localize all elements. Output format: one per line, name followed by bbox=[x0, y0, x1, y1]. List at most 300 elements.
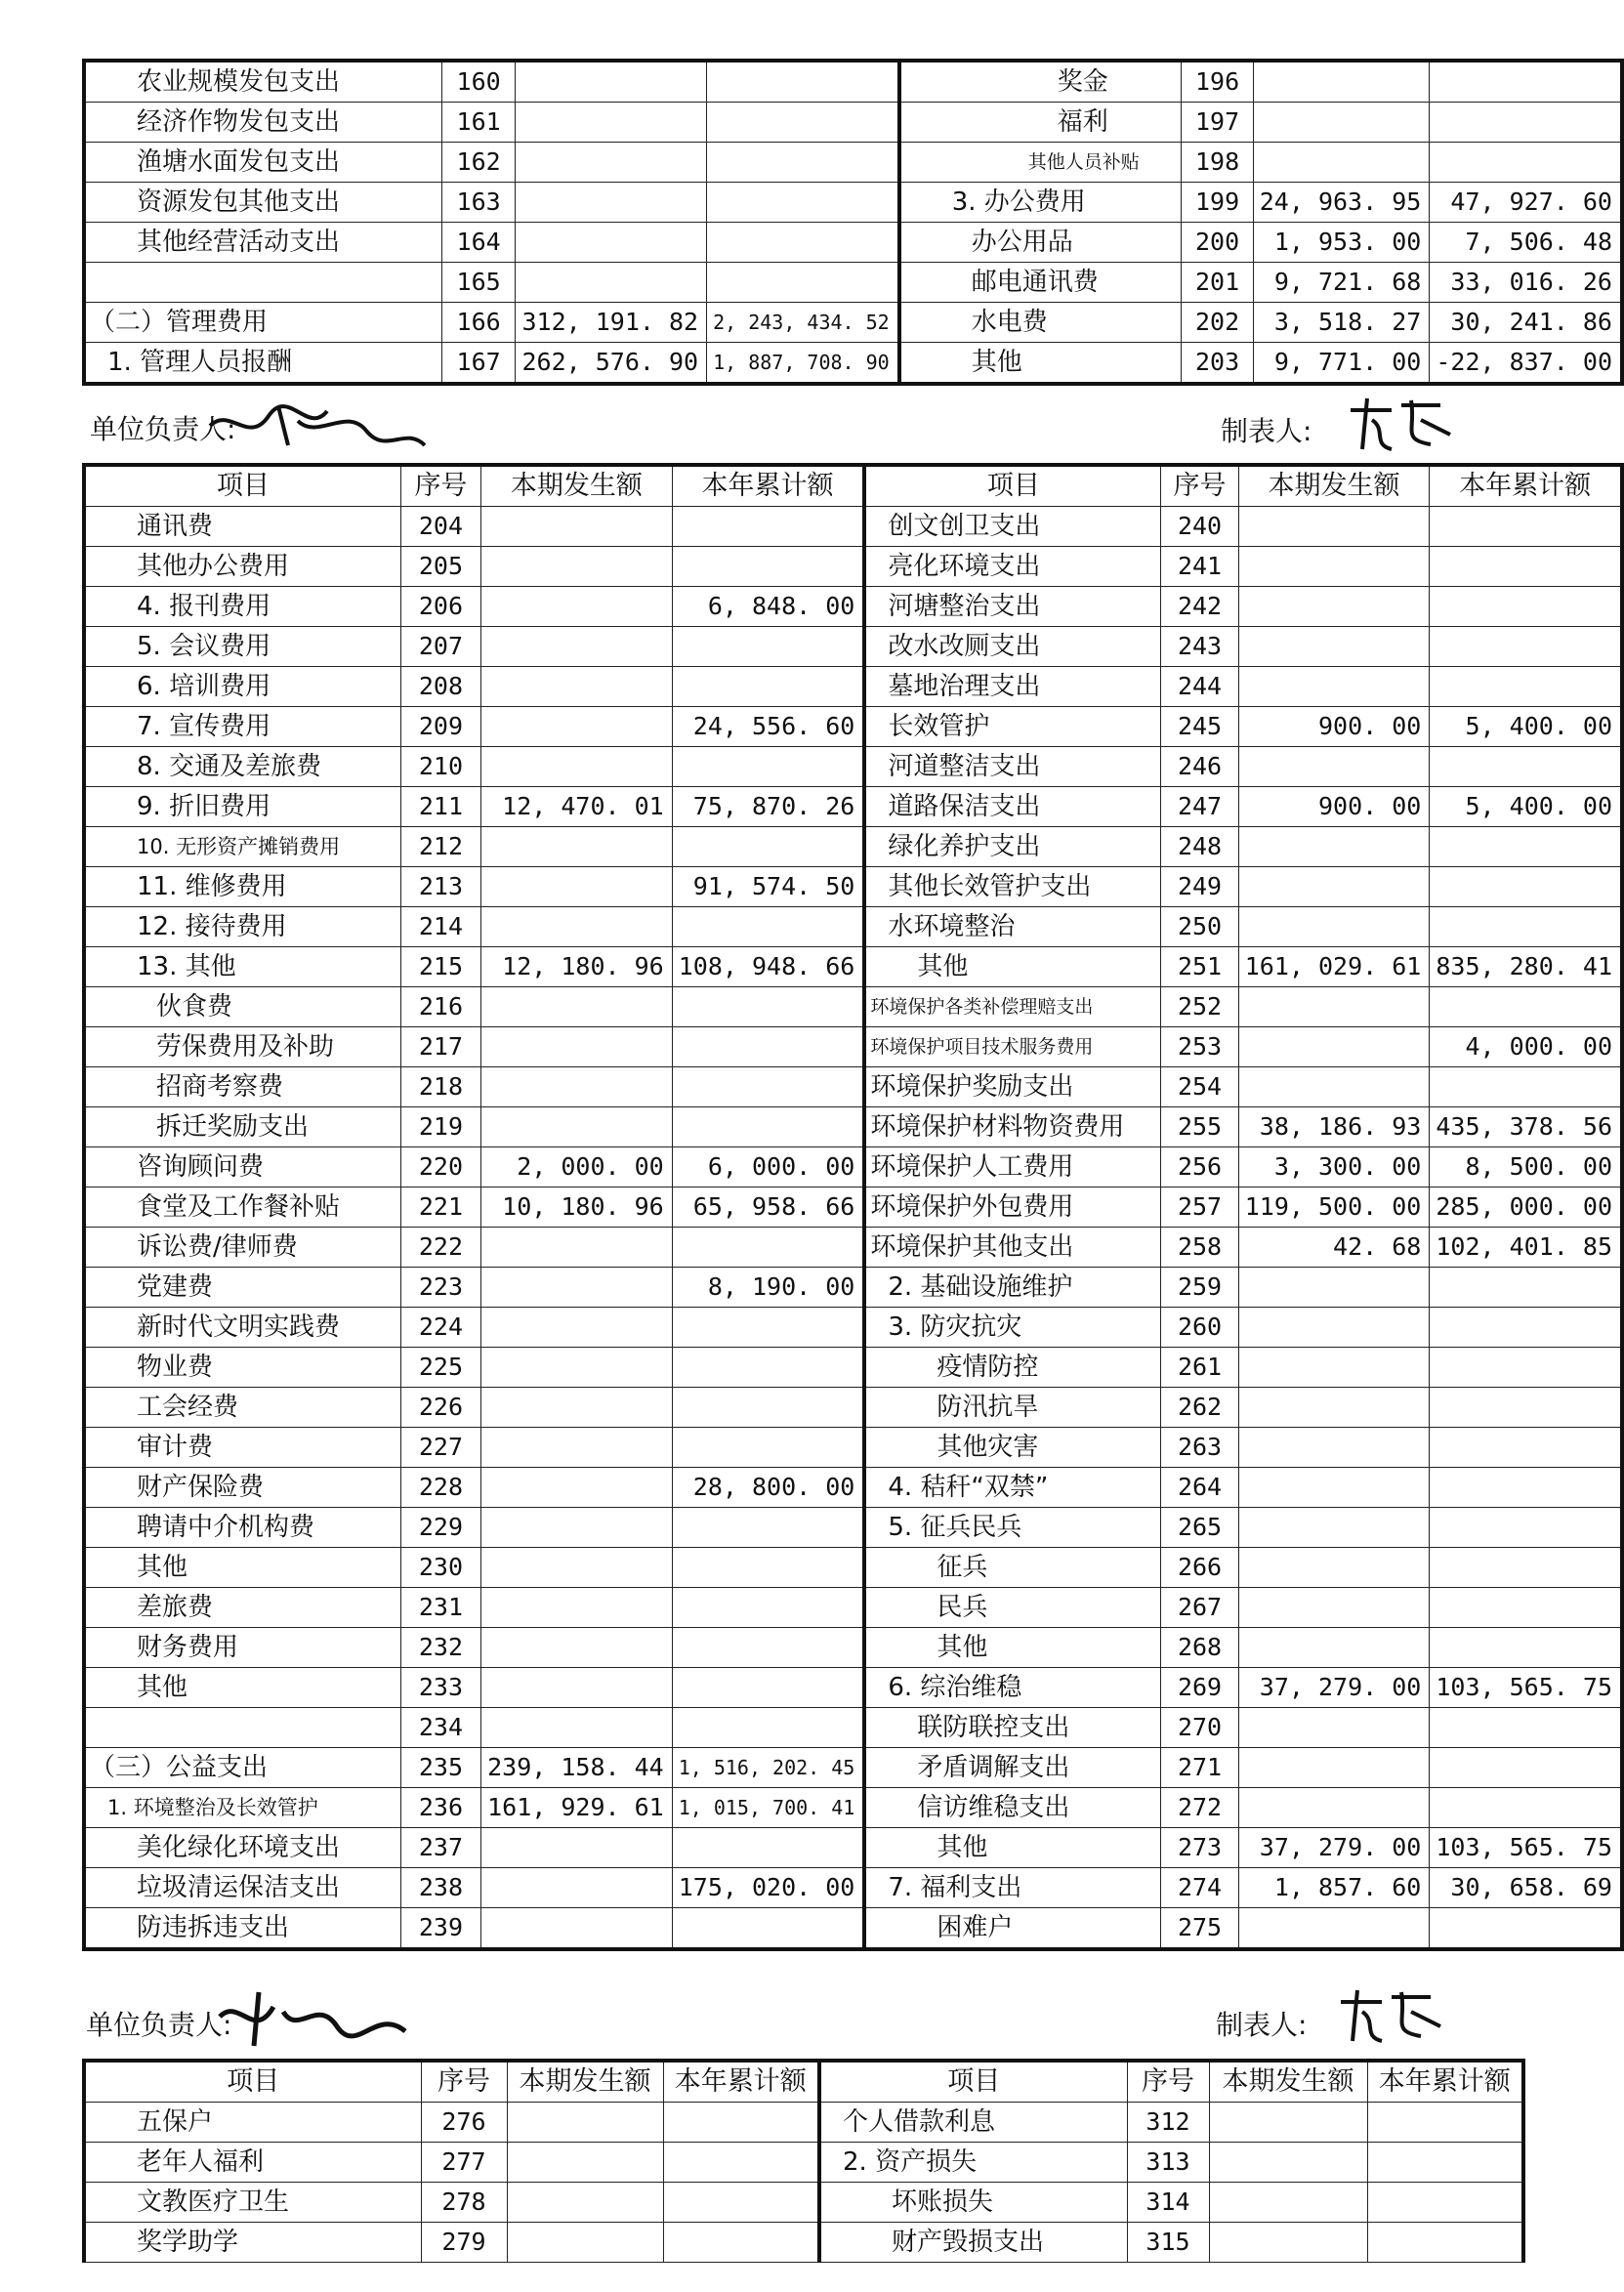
expense-table-part2 bbox=[82, 463, 1624, 1951]
cell-seq-left: 216 bbox=[400, 987, 480, 1027]
cell-ytd-left: 8, 190. 00 bbox=[672, 1268, 864, 1308]
cell-item-right: 信访维稳支出 bbox=[864, 1788, 1160, 1828]
cell-current-left bbox=[481, 627, 673, 667]
column-header: 本年累计额 bbox=[1367, 2061, 1523, 2103]
preparer-label-2: 制表人: bbox=[1216, 2009, 1308, 2041]
cell-seq-left: 218 bbox=[400, 1067, 480, 1107]
cell-ytd-left bbox=[672, 907, 864, 947]
cell-current-left bbox=[481, 667, 673, 707]
cell-current-left bbox=[481, 1588, 673, 1628]
cell-current-left bbox=[481, 1348, 673, 1388]
cell-item-right: 长效管护 bbox=[864, 707, 1160, 747]
cell-seq-left: 225 bbox=[400, 1348, 480, 1388]
cell-item-left: 垃圾清运保洁支出 bbox=[84, 1868, 400, 1908]
cell-item-left: 经济作物发包支出 bbox=[84, 103, 441, 143]
cell-ytd-left: 1, 516, 202. 45 bbox=[672, 1748, 864, 1788]
cell-item-right: 水环境整治 bbox=[864, 907, 1160, 947]
column-header: 本期发生额 bbox=[481, 465, 673, 507]
expense-table-part3 bbox=[82, 2059, 1525, 2263]
cell-seq-right: 263 bbox=[1161, 1428, 1238, 1468]
cell-current-right bbox=[1238, 1388, 1430, 1428]
cell-current-right bbox=[1253, 143, 1430, 183]
cell-seq-left: 213 bbox=[400, 867, 480, 907]
cell-item-left: 奖学助学 bbox=[84, 2223, 421, 2263]
cell-item-left bbox=[84, 1708, 400, 1748]
cell-current-left bbox=[516, 103, 707, 143]
cell-ytd-left bbox=[707, 61, 899, 103]
cell-ytd-right bbox=[1430, 667, 1622, 707]
cell-seq-left: 278 bbox=[421, 2183, 507, 2223]
cell-ytd-right: 30, 658. 69 bbox=[1430, 1868, 1622, 1908]
cell-ytd-left bbox=[672, 1067, 864, 1107]
cell-seq-left: 230 bbox=[400, 1548, 480, 1588]
cell-item-right: 环境保护项目技术服务费用 bbox=[864, 1027, 1160, 1067]
cell-seq-left: 219 bbox=[400, 1107, 480, 1147]
cell-current-left bbox=[481, 707, 673, 747]
cell-ytd-left bbox=[672, 827, 864, 867]
table-row bbox=[84, 1508, 1622, 1548]
table-row bbox=[84, 1067, 1622, 1107]
cell-item-left: 8. 交通及差旅费 bbox=[84, 747, 400, 787]
cell-ytd-right bbox=[1430, 1708, 1622, 1748]
cell-item-left: 工会经费 bbox=[84, 1388, 400, 1428]
cell-current-left bbox=[516, 263, 707, 303]
cell-current-right bbox=[1238, 1308, 1430, 1348]
cell-current-left bbox=[481, 1628, 673, 1668]
cell-ytd-left bbox=[672, 1708, 864, 1748]
column-header: 序号 bbox=[421, 2061, 507, 2103]
table-row bbox=[84, 827, 1622, 867]
cell-current-left bbox=[481, 747, 673, 787]
cell-ytd-left bbox=[672, 1828, 864, 1868]
cell-seq-right: 202 bbox=[1182, 303, 1253, 343]
cell-current-left bbox=[481, 547, 673, 587]
cell-current-left bbox=[481, 587, 673, 627]
cell-seq-left: 214 bbox=[400, 907, 480, 947]
cell-seq-left: 165 bbox=[441, 263, 516, 303]
cell-current-left bbox=[481, 1468, 673, 1508]
cell-ytd-right bbox=[1430, 1067, 1622, 1107]
cell-ytd-left bbox=[663, 2183, 819, 2223]
table-row bbox=[84, 587, 1622, 627]
cell-seq-left: 277 bbox=[421, 2143, 507, 2183]
cell-current-left: 312, 191. 82 bbox=[516, 303, 707, 343]
cell-current-right: 42. 68 bbox=[1238, 1228, 1430, 1268]
cell-item-left: 老年人福利 bbox=[84, 2143, 421, 2183]
column-header: 序号 bbox=[1127, 2061, 1209, 2103]
cell-seq-left: 220 bbox=[400, 1147, 480, 1188]
cell-ytd-left bbox=[672, 1908, 864, 1950]
cell-seq-left: 235 bbox=[400, 1748, 480, 1788]
cell-item-right: 河道整洁支出 bbox=[864, 747, 1160, 787]
table-row bbox=[84, 1908, 1622, 1950]
cell-item-right: 奖金 bbox=[899, 61, 1182, 103]
cell-seq-left: 215 bbox=[400, 947, 480, 987]
cell-ytd-right bbox=[1430, 907, 1622, 947]
cell-seq-right: 258 bbox=[1161, 1228, 1238, 1268]
cell-seq-left: 211 bbox=[400, 787, 480, 827]
cell-current-right: 37, 279. 00 bbox=[1238, 1668, 1430, 1708]
cell-ytd-right: 33, 016. 26 bbox=[1430, 263, 1622, 303]
cell-current-right bbox=[1209, 2183, 1367, 2223]
cell-current-right bbox=[1238, 827, 1430, 867]
table-row bbox=[84, 263, 1622, 303]
cell-item-left: 6. 培训费用 bbox=[84, 667, 400, 707]
cell-item-right: 其他灾害 bbox=[864, 1428, 1160, 1468]
cell-seq-right: 261 bbox=[1161, 1348, 1238, 1388]
cell-current-right bbox=[1238, 1348, 1430, 1388]
table-row bbox=[84, 1147, 1622, 1188]
cell-seq-right: 197 bbox=[1182, 103, 1253, 143]
cell-current-right: 1, 857. 60 bbox=[1238, 1868, 1430, 1908]
cell-ytd-right: 7, 506. 48 bbox=[1430, 223, 1622, 263]
cell-item-left: 美化绿化环境支出 bbox=[84, 1828, 400, 1868]
cell-seq-right: 271 bbox=[1161, 1748, 1238, 1788]
cell-item-right: 河塘整治支出 bbox=[864, 587, 1160, 627]
cell-seq-right: 244 bbox=[1161, 667, 1238, 707]
cell-current-right: 38, 186. 93 bbox=[1238, 1107, 1430, 1147]
cell-current-left: 262, 576. 90 bbox=[516, 343, 707, 385]
cell-ytd-right bbox=[1430, 547, 1622, 587]
cell-seq-left: 205 bbox=[400, 547, 480, 587]
column-header: 本年累计额 bbox=[663, 2061, 819, 2103]
cell-current-left bbox=[481, 1668, 673, 1708]
cell-current-right bbox=[1253, 103, 1430, 143]
cell-current-left bbox=[516, 143, 707, 183]
table-row bbox=[84, 1027, 1622, 1067]
column-header: 本期发生额 bbox=[507, 2061, 663, 2103]
cell-seq-left: 237 bbox=[400, 1828, 480, 1868]
cell-ytd-left bbox=[672, 627, 864, 667]
cell-seq-right: 266 bbox=[1161, 1548, 1238, 1588]
cell-current-left bbox=[516, 223, 707, 263]
column-header: 项目 bbox=[84, 2061, 421, 2103]
cell-ytd-right bbox=[1430, 1508, 1622, 1548]
cell-item-right: 其他 bbox=[864, 1628, 1160, 1668]
cell-ytd-left bbox=[672, 1548, 864, 1588]
cell-current-right bbox=[1238, 867, 1430, 907]
cell-ytd-right bbox=[1430, 1468, 1622, 1508]
column-header: 本年累计额 bbox=[672, 465, 864, 507]
cell-ytd-left bbox=[672, 1668, 864, 1708]
cell-current-right: 3, 518. 27 bbox=[1253, 303, 1430, 343]
cell-current-left bbox=[481, 1868, 673, 1908]
cell-item-left: （二）管理费用 bbox=[84, 303, 441, 343]
cell-seq-left: 224 bbox=[400, 1308, 480, 1348]
cell-seq-left: 209 bbox=[400, 707, 480, 747]
cell-ytd-left: 6, 848. 00 bbox=[672, 587, 864, 627]
cell-current-right bbox=[1238, 1067, 1430, 1107]
cell-current-left bbox=[481, 1828, 673, 1868]
cell-current-right bbox=[1238, 1268, 1430, 1308]
cell-current-right bbox=[1238, 747, 1430, 787]
cell-item-left: 食堂及工作餐补贴 bbox=[84, 1188, 400, 1228]
cell-current-left: 2, 000. 00 bbox=[481, 1147, 673, 1188]
cell-seq-right: 272 bbox=[1161, 1788, 1238, 1828]
cell-seq-left: 227 bbox=[400, 1428, 480, 1468]
column-header: 本期发生额 bbox=[1238, 465, 1430, 507]
cell-current-left bbox=[481, 907, 673, 947]
cell-seq-left: 206 bbox=[400, 587, 480, 627]
cell-current-right bbox=[1238, 667, 1430, 707]
cell-item-right: 环境保护奖励支出 bbox=[864, 1067, 1160, 1107]
cell-item-right: 7. 福利支出 bbox=[864, 1868, 1160, 1908]
table-row bbox=[84, 1228, 1622, 1268]
cell-ytd-left bbox=[672, 1107, 864, 1147]
cell-ytd-right bbox=[1430, 1348, 1622, 1388]
cell-item-right: 环境保护各类补偿理赔支出 bbox=[864, 987, 1160, 1027]
cell-ytd-left bbox=[672, 1428, 864, 1468]
cell-ytd-right: 47, 927. 60 bbox=[1430, 183, 1622, 223]
cell-seq-right: 268 bbox=[1161, 1628, 1238, 1668]
cell-item-right: 改水改厕支出 bbox=[864, 627, 1160, 667]
table-row bbox=[84, 1708, 1622, 1748]
table-row bbox=[84, 223, 1622, 263]
cell-ytd-right bbox=[1430, 827, 1622, 867]
cell-seq-right: 198 bbox=[1182, 143, 1253, 183]
cell-current-right: 3, 300. 00 bbox=[1238, 1147, 1430, 1188]
cell-current-right bbox=[1238, 1628, 1430, 1668]
cell-seq-left: 166 bbox=[441, 303, 516, 343]
preparer-label: 制表人: bbox=[1221, 415, 1312, 447]
cell-ytd-left bbox=[707, 263, 899, 303]
cell-ytd-right bbox=[1430, 1588, 1622, 1628]
cell-ytd-right bbox=[1430, 747, 1622, 787]
cell-current-right bbox=[1209, 2143, 1367, 2183]
cell-ytd-left bbox=[707, 103, 899, 143]
cell-seq-right: 274 bbox=[1161, 1868, 1238, 1908]
cell-ytd-left bbox=[707, 223, 899, 263]
cell-seq-right: 253 bbox=[1161, 1027, 1238, 1067]
cell-seq-left: 234 bbox=[400, 1708, 480, 1748]
cell-seq-right: 254 bbox=[1161, 1067, 1238, 1107]
cell-current-right: 900. 00 bbox=[1238, 707, 1430, 747]
cell-seq-left: 217 bbox=[400, 1027, 480, 1067]
cell-seq-right: 265 bbox=[1161, 1508, 1238, 1548]
cell-item-left bbox=[84, 263, 441, 303]
cell-item-left: 通讯费 bbox=[84, 507, 400, 547]
cell-ytd-left bbox=[663, 2223, 819, 2263]
cell-item-right: 征兵 bbox=[864, 1548, 1160, 1588]
cell-ytd-right: 5, 400. 00 bbox=[1430, 787, 1622, 827]
cell-item-left: 差旅费 bbox=[84, 1588, 400, 1628]
table-row bbox=[84, 1588, 1622, 1628]
cell-seq-left: 229 bbox=[400, 1508, 480, 1548]
cell-current-left bbox=[481, 1388, 673, 1428]
table-row bbox=[84, 2183, 1523, 2223]
cell-item-left: 劳保费用及补助 bbox=[84, 1027, 400, 1067]
cell-seq-left: 233 bbox=[400, 1668, 480, 1708]
cell-ytd-right bbox=[1430, 1268, 1622, 1308]
cell-seq-right: 312 bbox=[1127, 2103, 1209, 2143]
cell-seq-left: 238 bbox=[400, 1868, 480, 1908]
cell-current-right bbox=[1238, 1748, 1430, 1788]
cell-seq-left: 236 bbox=[400, 1788, 480, 1828]
table-row bbox=[84, 667, 1622, 707]
cell-item-right: 防汛抗旱 bbox=[864, 1388, 1160, 1428]
cell-item-right: 其他人员补贴 bbox=[899, 143, 1182, 183]
cell-ytd-right bbox=[1430, 1628, 1622, 1668]
cell-seq-right: 246 bbox=[1161, 747, 1238, 787]
cell-current-left bbox=[481, 507, 673, 547]
cell-seq-left: 160 bbox=[441, 61, 516, 103]
cell-seq-right: 250 bbox=[1161, 907, 1238, 947]
cell-ytd-right bbox=[1430, 143, 1622, 183]
cell-ytd-right: 103, 565. 75 bbox=[1430, 1828, 1622, 1868]
cell-seq-left: 239 bbox=[400, 1908, 480, 1950]
table-row bbox=[84, 2103, 1523, 2143]
table-row bbox=[84, 707, 1622, 747]
cell-ytd-right bbox=[1430, 61, 1622, 103]
cell-ytd-right bbox=[1430, 103, 1622, 143]
cell-ytd-left bbox=[672, 507, 864, 547]
cell-item-right: 6. 综治维稳 bbox=[864, 1668, 1160, 1708]
cell-item-left: 渔塘水面发包支出 bbox=[84, 143, 441, 183]
cell-item-right: 办公用品 bbox=[899, 223, 1182, 263]
cell-ytd-left bbox=[672, 667, 864, 707]
cell-item-left: 伙食费 bbox=[84, 987, 400, 1027]
cell-current-right: 119, 500. 00 bbox=[1238, 1188, 1430, 1228]
cell-item-right: 民兵 bbox=[864, 1588, 1160, 1628]
cell-ytd-left: 1, 887, 708. 90 bbox=[707, 343, 899, 385]
cell-ytd-right bbox=[1430, 1788, 1622, 1828]
cell-seq-left: 223 bbox=[400, 1268, 480, 1308]
cell-item-right: 3. 防灾抗灾 bbox=[864, 1308, 1160, 1348]
cell-item-right: 其他 bbox=[864, 1828, 1160, 1868]
cell-current-right bbox=[1238, 1708, 1430, 1748]
table-row bbox=[84, 1268, 1622, 1308]
cell-current-right: 37, 279. 00 bbox=[1238, 1828, 1430, 1868]
cell-seq-left: 164 bbox=[441, 223, 516, 263]
cell-ytd-right bbox=[1430, 627, 1622, 667]
cell-seq-left: 231 bbox=[400, 1588, 480, 1628]
cell-ytd-left: 91, 574. 50 bbox=[672, 867, 864, 907]
table-row bbox=[84, 1748, 1622, 1788]
cell-current-left bbox=[481, 1308, 673, 1348]
cell-current-right bbox=[1209, 2103, 1367, 2143]
table-row bbox=[84, 1628, 1622, 1668]
table-row bbox=[84, 303, 1622, 343]
cell-seq-right: 251 bbox=[1161, 947, 1238, 987]
cell-current-right bbox=[1238, 1508, 1430, 1548]
cell-item-right: 财产毁损支出 bbox=[819, 2223, 1127, 2263]
cell-item-left: 其他 bbox=[84, 1668, 400, 1708]
cell-item-left: 其他办公费用 bbox=[84, 547, 400, 587]
cell-current-right bbox=[1238, 1788, 1430, 1828]
cell-current-left bbox=[507, 2143, 663, 2183]
cell-ytd-right: -22, 837. 00 bbox=[1430, 343, 1622, 385]
cell-ytd-left bbox=[672, 987, 864, 1027]
cell-item-left: 7. 宣传费用 bbox=[84, 707, 400, 747]
cell-seq-right: 248 bbox=[1161, 827, 1238, 867]
cell-seq-right: 196 bbox=[1182, 61, 1253, 103]
cell-current-right: 1, 953. 00 bbox=[1253, 223, 1430, 263]
cell-seq-left: 204 bbox=[400, 507, 480, 547]
cell-item-right: 环境保护材料物资费用 bbox=[864, 1107, 1160, 1147]
table-row bbox=[84, 2223, 1523, 2263]
cell-ytd-right: 835, 280. 41 bbox=[1430, 947, 1622, 987]
table-row bbox=[84, 507, 1622, 547]
cell-item-left: 审计费 bbox=[84, 1428, 400, 1468]
cell-ytd-left bbox=[672, 547, 864, 587]
unit-head-signature-2 bbox=[210, 1982, 425, 2051]
table-row bbox=[84, 1548, 1622, 1588]
cell-current-right bbox=[1238, 507, 1430, 547]
table-row bbox=[84, 547, 1622, 587]
cell-current-right: 9, 721. 68 bbox=[1253, 263, 1430, 303]
cell-ytd-right: 285, 000. 00 bbox=[1430, 1188, 1622, 1228]
cell-seq-right: 240 bbox=[1161, 507, 1238, 547]
cell-current-left bbox=[481, 1908, 673, 1950]
table-row bbox=[84, 747, 1622, 787]
table-row bbox=[84, 1428, 1622, 1468]
cell-seq-left: 221 bbox=[400, 1188, 480, 1228]
cell-current-left bbox=[481, 1548, 673, 1588]
cell-ytd-left: 2, 243, 434. 52 bbox=[707, 303, 899, 343]
cell-current-left bbox=[481, 1027, 673, 1067]
cell-item-right: 联防联控支出 bbox=[864, 1708, 1160, 1748]
cell-current-right bbox=[1253, 61, 1430, 103]
cell-current-left bbox=[481, 1508, 673, 1548]
cell-seq-left: 167 bbox=[441, 343, 516, 385]
cell-seq-right: 260 bbox=[1161, 1308, 1238, 1348]
cell-ytd-left: 28, 800. 00 bbox=[672, 1468, 864, 1508]
cell-ytd-left bbox=[672, 1388, 864, 1428]
cell-item-right: 5. 征兵民兵 bbox=[864, 1508, 1160, 1548]
table-row bbox=[84, 61, 1622, 103]
cell-seq-right: 264 bbox=[1161, 1468, 1238, 1508]
table-row bbox=[84, 947, 1622, 987]
table-row bbox=[84, 183, 1622, 223]
cell-item-left: 1. 管理人员报酬 bbox=[84, 343, 441, 385]
cell-ytd-left bbox=[663, 2103, 819, 2143]
cell-ytd-right bbox=[1430, 987, 1622, 1027]
cell-current-left bbox=[481, 867, 673, 907]
cell-item-left: 农业规模发包支出 bbox=[84, 61, 441, 103]
cell-current-left bbox=[481, 1268, 673, 1308]
cell-current-right bbox=[1238, 1588, 1430, 1628]
unit-head-label: 单位负责人: bbox=[90, 413, 236, 445]
cell-current-right bbox=[1238, 547, 1430, 587]
cell-seq-right: 201 bbox=[1182, 263, 1253, 303]
cell-current-left: 10, 180. 96 bbox=[481, 1188, 673, 1228]
cell-seq-left: 279 bbox=[421, 2223, 507, 2263]
column-header: 项目 bbox=[819, 2061, 1127, 2103]
cell-item-right: 亮化环境支出 bbox=[864, 547, 1160, 587]
cell-item-right: 环境保护其他支出 bbox=[864, 1228, 1160, 1268]
table-row bbox=[84, 1788, 1622, 1828]
cell-item-left: 1. 环境整治及长效管护 bbox=[84, 1788, 400, 1828]
cell-current-right bbox=[1209, 2223, 1367, 2263]
column-header: 序号 bbox=[1161, 465, 1238, 507]
cell-ytd-right: 435, 378. 56 bbox=[1430, 1107, 1622, 1147]
cell-ytd-left: 175, 020. 00 bbox=[672, 1868, 864, 1908]
cell-seq-left: 208 bbox=[400, 667, 480, 707]
cell-ytd-right bbox=[1430, 1308, 1622, 1348]
table-row bbox=[84, 627, 1622, 667]
cell-item-left: 文教医疗卫生 bbox=[84, 2183, 421, 2223]
cell-seq-left: 210 bbox=[400, 747, 480, 787]
cell-seq-right: 270 bbox=[1161, 1708, 1238, 1748]
cell-current-left bbox=[481, 1067, 673, 1107]
cell-ytd-left bbox=[672, 747, 864, 787]
cell-ytd-left: 6, 000. 00 bbox=[672, 1147, 864, 1188]
cell-current-right bbox=[1238, 1548, 1430, 1588]
cell-ytd-right: 102, 401. 85 bbox=[1430, 1228, 1622, 1268]
cell-item-left: 诉讼费/律师费 bbox=[84, 1228, 400, 1268]
cell-item-left: 12. 接待费用 bbox=[84, 907, 400, 947]
cell-seq-left: 226 bbox=[400, 1388, 480, 1428]
